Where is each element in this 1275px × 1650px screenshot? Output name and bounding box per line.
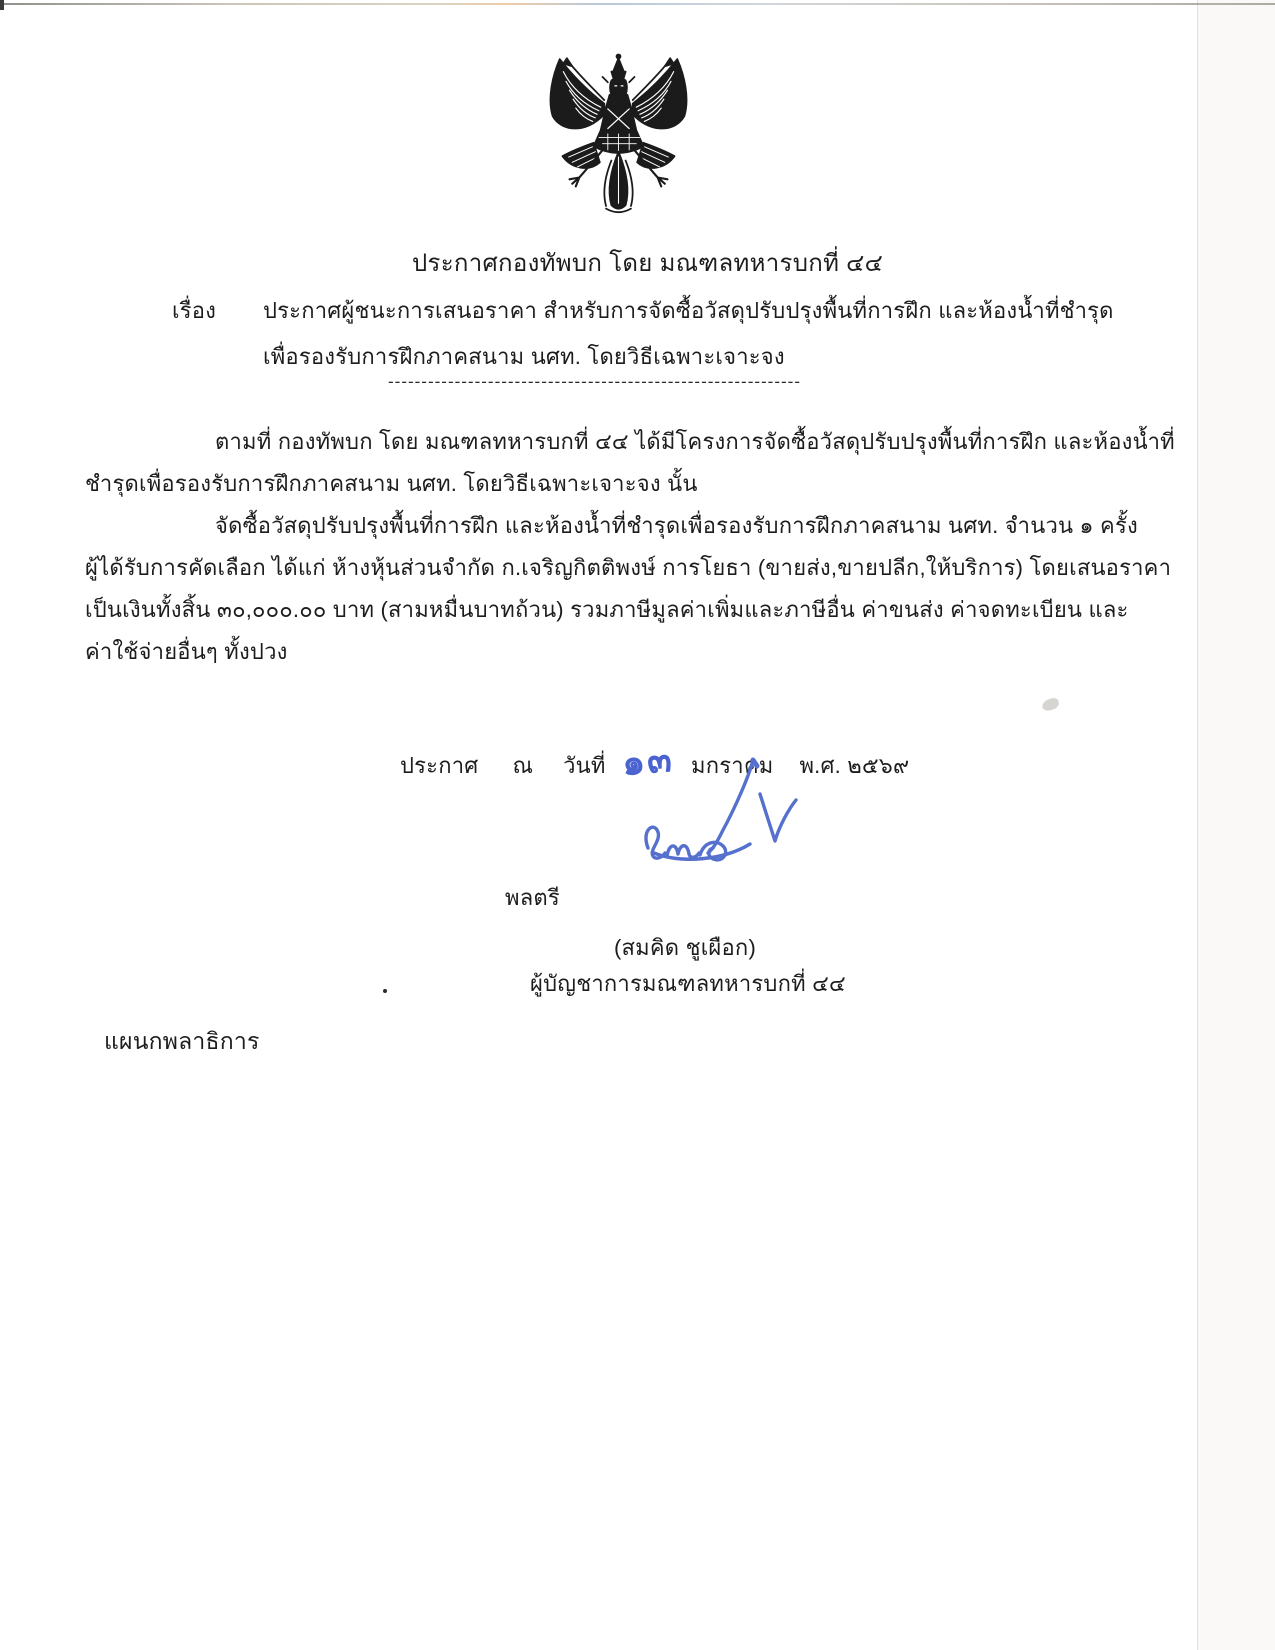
divider-line: -------------------------------------------------------------- xyxy=(388,372,801,391)
body-line-2: ชำรุดเพื่อรองรับการฝึกภาคสนาม นศท. โดยวิธีเฉพาะเจาะจง นั้น xyxy=(85,471,698,496)
subject-line-1: ประกาศผู้ชนะการเสนอราคา สำหรับการจัดซื้อวัสดุปรับปรุงพื้นที่การฝึก และห้องน้ำที่ชำรุด xyxy=(263,298,1114,323)
signer-position: ผู้บัญชาการมณฑลทหารบกที่ ๔๔ xyxy=(530,971,846,996)
scan-right-shade xyxy=(1198,0,1275,1650)
scan-corner-mark xyxy=(0,0,4,10)
era-year: พ.ศ. ๒๕๖๙ xyxy=(799,753,910,778)
scan-smudge-artifact xyxy=(1041,697,1061,713)
garuda-emblem-icon xyxy=(527,52,710,230)
subject-line-2: เพื่อรองรับการฝึกภาคสนาม นศท. โดยวิธีเฉพาะเจาะจง xyxy=(263,344,785,369)
department-name: แผนกพลาธิการ xyxy=(104,1028,260,1054)
signer-name: (สมคิด ชูเผือก) xyxy=(614,935,756,960)
month-word: มกราคม xyxy=(691,753,774,778)
body-line-3: จัดซื้อวัสดุปรับปรุงพื้นที่การฝึก และห้องน้ำที่ชำรุดเพื่อรองรับการฝึกภาคสนาม นศท. จำนวน ๑ ครั้ง xyxy=(215,513,1138,538)
announce-word: ประกาศ xyxy=(400,753,479,778)
handwritten-signature xyxy=(632,752,802,892)
date-word: วันที่ xyxy=(563,753,606,778)
scan-edge-line xyxy=(0,3,1275,5)
signer-rank: พลตรี xyxy=(505,885,560,910)
body-line-6: ค่าใช้จ่ายอื่นๆ ทั้งปวง xyxy=(85,639,288,664)
body-line-4: ผู้ได้รับการคัดเลือก ได้แก่ ห้างหุ้นส่วนจำกัด ก.เจริญกิตติพงษ์ การโยธา (ขายส่ง,ขายปลีก,ให้บริการ) โดยเสนอราคา xyxy=(85,555,1172,580)
at-word: ณ xyxy=(512,753,534,778)
subject-label: เรื่อง xyxy=(172,298,217,323)
handwritten-day-number: ๑๓ xyxy=(619,737,675,784)
body-line-5: เป็นเงินทั้งสิ้น ๓๐,๐๐๐.๐๐ บาท (สามหมื่นบาทถ้วน) รวมภาษีมูลค่าเพิ่มและภาษีอื่น ค่าขนส่ง ค่าจดทะเบียน และ xyxy=(85,597,1129,622)
body-line-1: ตามที่ กองทัพบก โดย มณฑลทหารบกที่ ๔๔ ได้มีโครงการจัดซื้อวัสดุปรับปรุงพื้นที่การฝึก และห้องน้ำที่ xyxy=(215,429,1175,454)
scan-fold-line xyxy=(1197,0,1198,1650)
scan-dot-artifact xyxy=(383,989,387,993)
document-title: ประกาศกองทัพบก โดย มณฑลทหารบกที่ ๔๔ xyxy=(412,250,884,277)
